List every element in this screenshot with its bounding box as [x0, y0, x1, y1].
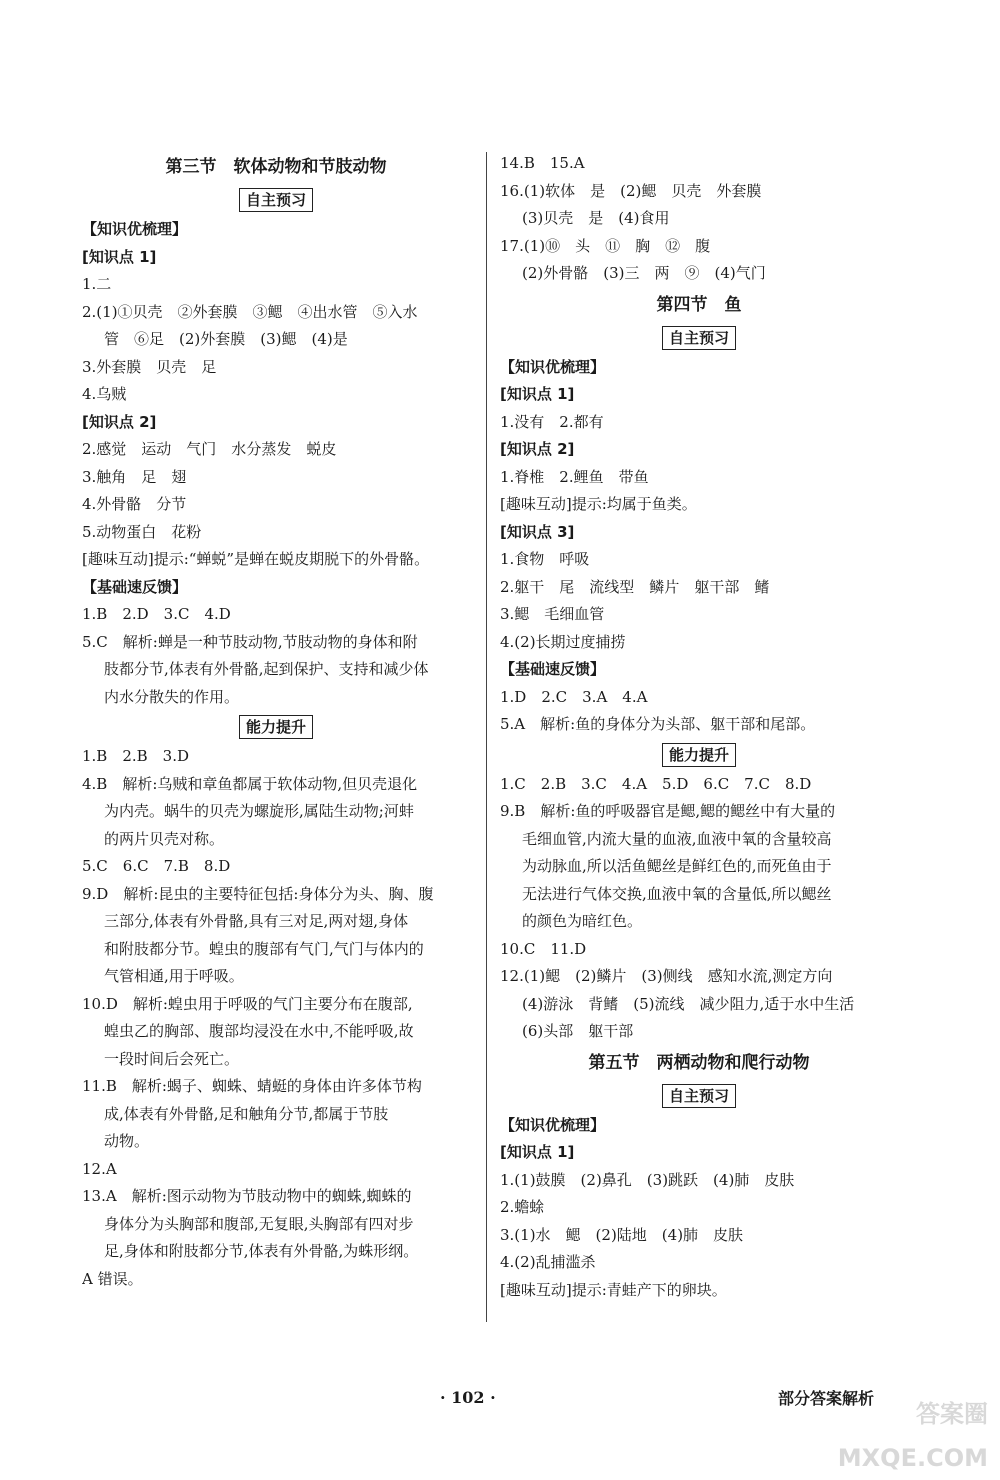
answer-block — [82, 216, 470, 711]
answer-line: 蝗虫乙的胸部、腹部均浸没在水中,不能呼吸,故 — [104, 1022, 414, 1040]
answer-line: [知识点 2] — [500, 440, 575, 458]
section-box-label: 自主预习 — [239, 188, 313, 212]
answer-line: 4.外骨骼 分节 — [82, 495, 187, 513]
answer-line: 10.C 11.D — [500, 939, 587, 958]
answer-line: 的两片贝壳对称。 — [104, 829, 225, 848]
answer-line: 9.B 解析:鱼的呼吸器官是鳃,鳃的鳃丝中有大量的 — [500, 802, 836, 820]
answer-line: [知识点 2] — [82, 412, 157, 431]
answer-line: 2.躯干 尾 流线型 鳞片 躯干部 鳍 — [500, 577, 770, 596]
answer-line: 成,体表有外骨骼,足和触角分节,都属于节肢 — [104, 1104, 389, 1123]
answer-line: 气管相通,用于呼吸。 — [104, 967, 244, 985]
answer-line: 2.蟾蜍 — [500, 1198, 545, 1216]
section-title: 第四节 鱼 — [656, 294, 742, 315]
answer-line: [知识点 1] — [500, 1143, 575, 1161]
answer-line: 11.B 解析:蝎子、蜘蛛、蜻蜓的身体由许多体节构 — [82, 1077, 422, 1095]
answer-line: 【基础速反馈】 — [82, 577, 188, 596]
answer-line: 1.D 2.C 3.A 4.A — [500, 687, 648, 706]
answer-line: 为内壳。蜗牛的贝壳为螺旋形,属陆生动物;河蚌 — [104, 802, 414, 820]
page-number: · 102 · — [440, 1388, 496, 1407]
answer-line: A 错误。 — [82, 1269, 143, 1288]
answer-line: [知识点 1] — [82, 247, 157, 266]
answer-line: 动物。 — [104, 1132, 150, 1150]
answer-line: [知识点 1] — [500, 385, 575, 403]
answer-line: 一段时间后会死亡。 — [104, 1049, 240, 1068]
answer-line: 3.外套膜 贝壳 足 — [82, 357, 217, 376]
answer-line: 5.动物蛋白 花粉 — [82, 522, 202, 541]
left-column — [82, 150, 470, 1293]
section-title: 第三节 软体动物和节肢动物 — [165, 157, 387, 177]
answer-line: 和附肢都分节。蝗虫的腹部有气门,气门与体内的 — [104, 939, 424, 958]
answer-block — [82, 743, 470, 1293]
answer-line: 12.A — [82, 1159, 117, 1178]
answer-block — [500, 150, 898, 288]
section-box-label: 自主预习 — [662, 1084, 736, 1108]
answer-line: [趣味互动]提示:青蛙产下的卵块。 — [500, 1280, 727, 1299]
answer-line: (3)贝壳 是 (4)食用 — [522, 209, 670, 227]
answer-line: 1.脊椎 2.鲤鱼 带鱼 — [500, 467, 649, 486]
answer-line: 身体分为头胸部和腹部,无复眼,头胸部有四对步 — [104, 1214, 414, 1233]
answer-line: (6)头部 躯干部 — [522, 1022, 634, 1040]
answer-line: 4.B 解析:乌贼和章鱼都属于软体动物,但贝壳退化 — [82, 774, 418, 793]
answer-line: 毛细血管,内流大量的血液,血液中氧的含量较高 — [522, 829, 832, 848]
watermark-logo: 答案圈 MXQE.COM — [837, 1400, 988, 1472]
answer-line: (2)外骨骼 (3)三 两 ⑨ (4)气门 — [522, 264, 766, 282]
answer-line: 【知识优梳理】 — [500, 357, 606, 376]
section-box-label: 能力提升 — [662, 743, 736, 767]
answer-line: [趣味互动]提示:“蝉蜕”是蝉在蜕皮期脱下的外骨骼。 — [82, 550, 430, 568]
footer-section-label: 部分答案解析 — [778, 1389, 875, 1408]
answer-block — [500, 1112, 898, 1305]
answer-line: 9.D 解析:昆虫的主要特征包括:身体分为头、胸、腹 — [82, 884, 434, 903]
answer-line: 1.食物 呼吸 — [500, 550, 590, 568]
answer-line: 肢都分节,体表有外骨骼,起到保护、支持和减少体 — [104, 660, 429, 678]
answer-line: [知识点 3] — [500, 522, 575, 541]
answer-line: 4.(2)乱捕滥杀 — [500, 1253, 596, 1271]
answer-block — [500, 354, 898, 739]
answer-line: 【知识优梳理】 — [82, 220, 188, 238]
answer-line: 【基础速反馈】 — [500, 660, 606, 678]
answer-line: 17.(1)⑩ 头 ⑪ 胸 ⑫ 腹 — [500, 236, 711, 255]
answer-line: 管 ⑥足 (2)外套膜 (3)鳃 (4)是 — [104, 330, 348, 348]
answer-line: 10.D 解析:蝗虫用于呼吸的气门主要分布在腹部, — [82, 994, 413, 1013]
answer-line: 为动脉血,所以活鱼鳃丝是鲜红色的,而死鱼由于 — [522, 857, 832, 875]
answer-line: 12.(1)鳃 (2)鳞片 (3)侧线 感知水流,测定方向 — [500, 967, 833, 985]
column-divider — [486, 152, 487, 1322]
answer-line: [趣味互动]提示:均属于鱼类。 — [500, 495, 697, 513]
answer-line: 1.B 2.D 3.C 4.D — [82, 605, 231, 623]
answer-line: 4.(2)长期过度捕捞 — [500, 632, 626, 651]
right-column — [500, 150, 898, 1304]
answer-line: 16.(1)软体 是 (2)鳃 贝壳 外套膜 — [500, 181, 762, 200]
answer-line: 1.二 — [82, 275, 112, 293]
answer-line: 1.没有 2.都有 — [500, 412, 604, 431]
answer-line: 无法进行气体交换,血液中氧的含量低,所以鳃丝 — [522, 884, 832, 903]
section-box-label: 能力提升 — [239, 715, 313, 739]
answer-line: 【知识优梳理】 — [500, 1115, 606, 1134]
answer-line: 三部分,体表有外骨骼,具有三对足,两对翅,身体 — [104, 912, 409, 930]
answer-line: 内水分散失的作用。 — [104, 687, 240, 706]
answer-line: 1.C 2.B 3.C 4.A 5.D 6.C 7.C 8.D — [500, 774, 812, 793]
answer-line: 1.B 2.B 3.D — [82, 747, 190, 765]
answer-line: 的颜色为暗红色。 — [522, 912, 643, 930]
answer-line: 5.C 解析:蝉是一种节肢动物,节肢动物的身体和附 — [82, 632, 418, 651]
answer-line: 2.(1)①贝壳 ②外套膜 ③鳃 ④出水管 ⑤入水 — [82, 302, 418, 321]
answer-line: 2.感觉 运动 气门 水分蒸发 蜕皮 — [82, 440, 337, 458]
answer-line: 4.乌贼 — [82, 385, 127, 403]
answer-line: 5.C 6.C 7.B 8.D — [82, 857, 231, 875]
answer-line: (4)游泳 背鳍 (5)流线 减少阻力,适于水中生活 — [522, 994, 855, 1013]
answer-line: 1.(1)鼓膜 (2)鼻孔 (3)跳跃 (4)肺 皮肤 — [500, 1170, 795, 1189]
section-box-label: 自主预习 — [662, 326, 736, 350]
answer-line: 13.A 解析:图示动物为节肢动物中的蜘蛛,蜘蛛的 — [82, 1187, 412, 1205]
answer-line: 14.B 15.A — [500, 154, 585, 172]
answer-block — [500, 771, 898, 1046]
answer-line: 3.(1)水 鳃 (2)陆地 (4)肺 皮肤 — [500, 1225, 744, 1244]
answer-line: 3.触角 足 翅 — [82, 467, 187, 486]
section-title: 第五节 两栖动物和爬行动物 — [588, 1052, 810, 1073]
answer-line: 3.鳃 毛细血管 — [500, 605, 605, 623]
answer-line: 足,身体和附肢都分节,体表有外骨骼,为蛛形纲。 — [104, 1242, 419, 1260]
answer-line: 5.A 解析:鱼的身体分为头部、躯干部和尾部。 — [500, 715, 816, 733]
